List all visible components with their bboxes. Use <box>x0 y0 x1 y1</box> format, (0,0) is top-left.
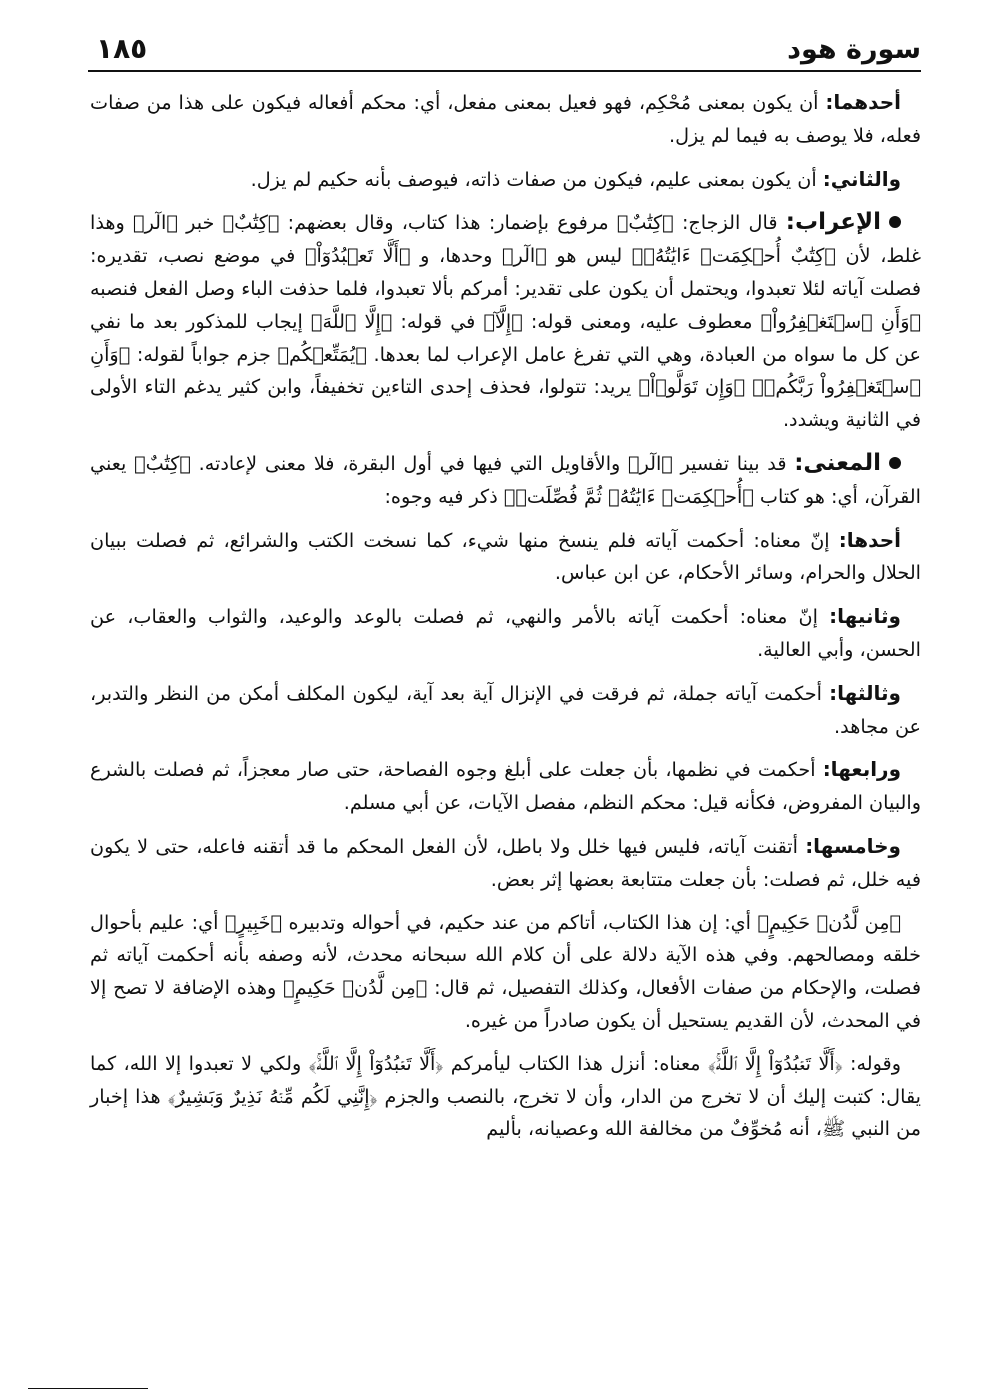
surah-title: سورة هود <box>787 34 921 65</box>
paragraph-aspect-3 <box>90 677 921 744</box>
paragraph-label: وثالثها: <box>829 680 901 705</box>
paragraph-text: إنّ معناه: أحكمت آياته فلم ينسخ منها شيء، كما نسخت الكتب والشرائع، ثم فصلت ببيان الحلال والحرام، وسائر الأحكام، عن ابن عباس. <box>90 528 921 585</box>
paragraph-from-wise <box>90 907 921 1038</box>
paragraph-label: ورابعها: <box>822 757 901 782</box>
paragraph-text: أن يكون بمعنى مُحْكِم، فهو فعيل بمعنى مفعل، أي: محكم أفعاله فيكون على هذا من صفات فعله، فلا يوصف به فيما لم يزل. <box>90 91 921 147</box>
paragraph-label: والثاني: <box>822 166 901 191</box>
header-rule <box>88 70 921 72</box>
paragraph-aspect-2 <box>90 600 921 667</box>
bullet-icon <box>889 457 901 469</box>
section-meaning <box>90 447 921 514</box>
paragraph-text: قال الزجاج: ﴿كِتَٰبٌ﴾ مرفوع بإضمار: هذا كتاب، وقال بعضهم: ﴿كِتَٰبٌ﴾ خبر ﴿الٓر﴾ وهذا غلط، لأن ﴿كِتَٰبٌ أُحۡكِمَتۡ ءَايَٰتُهُۥ﴾ ليس هو ﴿الٓر﴾ وحدها، و ﴿أَلَّا تَعۡبُدُوٓاْ﴾ في موضع نصب، تقديره: فصلت آياته لئلا تعبدوا، ويحتمل أن يكون على تقدير: أمركم بألا تعبدوا، فلما حذفت الباء وصل الفعل فنصبه ﴿وَأَنِ ٱسۡتَغۡفِرُواْ﴾ معطوف عليه، ومعنى قوله: ﴿إِلَّآ﴾ في قوله: ﴿إِلَّا ٱللَّهَ﴾ إيجاب للمذكور بعد ما نفي عن كل ما سواه من العبادة، وهي التي تفرغ عامل الإعراب لما بعدها. ﴿يُمَتِّعۡكُم﴾ جزم جواباً لقوله: ﴿وَأَنِ ٱسۡتَغۡفِرُواْ رَبَّكُمۡ﴾ ﴿وَإِن تَوَلَّوۡاْ﴾ يريد: تتولوا، فحذف إحدى التاءين تخفيفاً، وابن كثير يدغم التاء الأولى في الثانية ويشدد. <box>90 211 921 432</box>
section-heading: الإعراب: <box>785 209 881 236</box>
paragraph-text: قد بينا تفسير ﴿الٓر﴾ والأقاويل التي فيها في أول البقرة، فلا معنى لإعادته. ﴿كِتَٰبٌ﴾ يعني القرآن، أي: هو كتاب ﴿أُحۡكِمَتۡ ءَايَٰتُهُۥ ثُمَّ فُصِّلَتۡ﴾ ذكر فيه وجوه: <box>90 451 921 508</box>
bullet-icon <box>889 216 901 228</box>
paragraph-text: أحكمت في نظمها، بأن جعلت على أبلغ وجوه الفصاحة، حتى صار معجزاً، ثم فصلت بالشرع والبيان المفروض، فكأنه قيل: محكم النظم، مفصل الآيات، عن أبي مسلم. <box>90 758 921 815</box>
paragraph-first-meaning <box>90 86 921 153</box>
section-heading: المعنى: <box>794 449 881 476</box>
paragraph-text: إنّ معناه: أحكمت آياته بالأمر والنهي، ثم فصلت بالوعد والوعيد، والثواب والعقاب، عن الحسن، وأبي العالية. <box>90 605 921 661</box>
paragraph-label: وخامسها: <box>805 833 901 858</box>
section-grammar <box>90 206 921 437</box>
footer-rule <box>28 1388 148 1389</box>
paragraph-aspect-1 <box>90 524 921 591</box>
paragraph-text: ﴿مِن لَّدُنۡ حَكِيمٍ﴾ أي: إن هذا الكتاب، أتاكم من عند حكيم، في أحواله وتدبيره ﴿خَبِيرٍ﴾ أي: عليم بأحوال خلقه ومصالحهم. وفي هذه الآية دلالة على أن كلام الله سبحانه محدث، لأنه وصفه بأنه أحكمت آياته ثم فصلت، والإحكام من صفات الأفعال، وكذلك التفصيل، ثم قال: ﴿مِن لَّدُنۡ حَكِيمٍ﴾ وهذه الإضافة لا تصح إلا في المحدث، لأن القديم يستحيل أن يكون صادراً من غيره. <box>90 910 921 1032</box>
paragraph-text: أحكمت آياته جملة، ثم فرقت في الإنزال آية بعد آية، ليكون المكلف أمكن من النظر والتدبر، عن مجاهد. <box>90 681 921 738</box>
paragraph-text: وقوله: ﴿أَلَّا تَعۡبُدُوٓاْ إِلَّا ٱللَّهَۚ﴾ معناه: أنزل هذا الكتاب ليأمركم ﴿أَلَّا تَعۡبُدُوٓاْ إِلَّا ٱللَّهَۚ﴾ ولكي لا تعبدوا إلا الله، كما يقال: كتبت إليك أن لا تخرج من الدار، وأن لا تخرج، بالنصب والجزم ﴿إِنَّنِي لَكُم مِّنۡهُ نَذِيرٌ وَبَشِيرٌ﴾ هذا إخبار من النبي ﷺ، أنه مُخوِّفٌ من مخالفة الله وعصيانه، بأليم <box>90 1051 921 1141</box>
paragraph-label: وثانيها: <box>829 604 901 629</box>
paragraph-label: أحدها: <box>838 527 901 552</box>
paragraph-aspect-5 <box>90 830 921 897</box>
page-body <box>90 86 921 1377</box>
paragraph-text: أن يكون بمعنى عليم، فيكون من صفات ذاته، فيوصف بأنه حكيم لم يزل. <box>250 167 823 191</box>
page-header <box>88 28 921 72</box>
paragraph-label: أحدهما: <box>825 90 901 114</box>
paragraph-second-meaning <box>90 163 921 197</box>
paragraph-text: أتقنت آياته، فليس فيها خلل ولا باطل، لأن الفعل المحكم ما قد أتقنه فاعله، حتى لا يكون فيه خلل، ثم فصلت: بأن جعلت متتابعة بعضها إثر بعض. <box>90 834 921 891</box>
page-number: ١٨٥ <box>96 32 148 65</box>
paragraph-worship-only-god <box>90 1048 921 1146</box>
paragraph-aspect-4 <box>90 753 921 820</box>
